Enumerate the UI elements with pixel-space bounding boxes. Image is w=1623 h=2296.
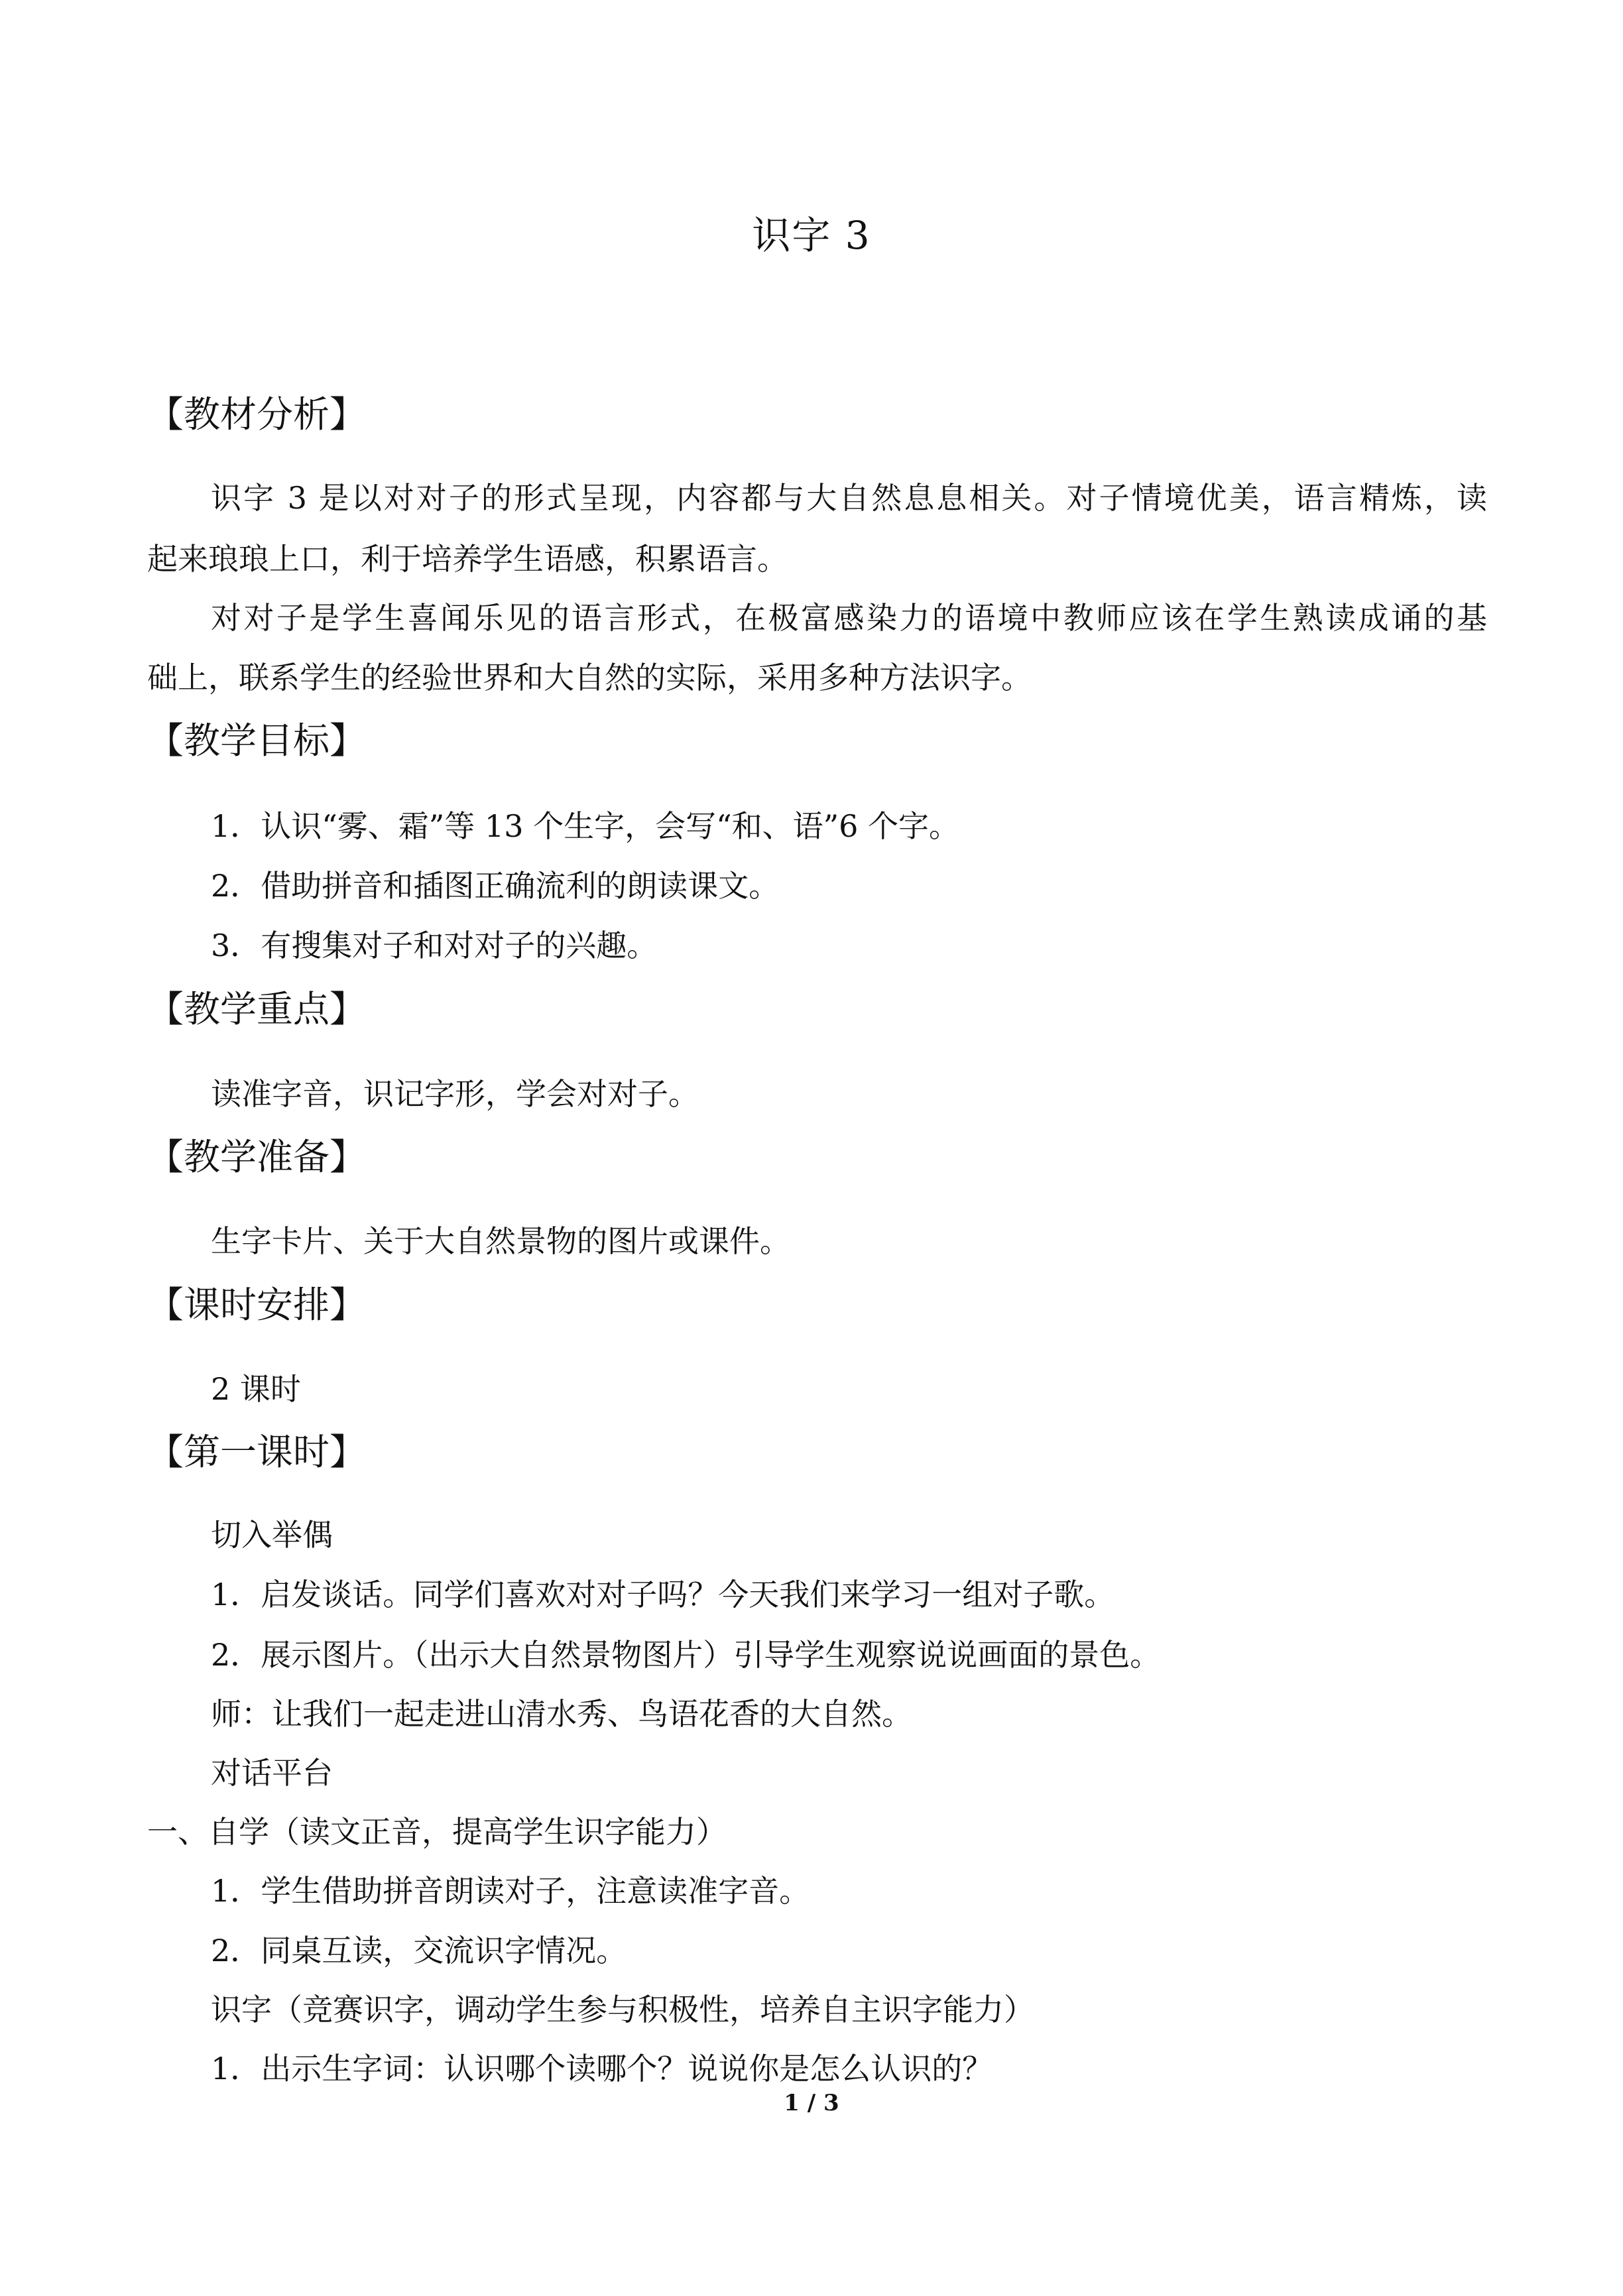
analysis-paragraph-line: 起来琅琅上口，利于培养学生语感，积累语言。 — [147, 541, 788, 577]
section-heading-preparation: 【教学准备】 — [147, 1136, 367, 1178]
page-number: 1 / 3 — [784, 2090, 839, 2116]
preparation-text: 生字卡片、关于大自然景物的图片或课件。 — [211, 1223, 790, 1259]
analysis-paragraph-line: 础上，联系学生的经验世界和大自然的实际，采用多种方法识字。 — [147, 660, 1032, 695]
goal-item: 1．认识“雾、霜”等 13 个生字，会写“和、语”6 个字。 — [211, 808, 959, 844]
dialog-label: 对话平台 — [211, 1755, 333, 1791]
self-study-heading: 一、自学（读文正音，提高学生识字能力） — [147, 1814, 727, 1850]
key-points-text: 读准字音，识记字形，学会对对子。 — [211, 1076, 699, 1112]
goal-item: 3．有搜集对子和对对子的兴趣。 — [211, 928, 658, 963]
document-title: 识字 3 — [752, 213, 871, 258]
intro-item: 1．启发谈话。同学们喜欢对对子吗？今天我们来学习一组对子歌。 — [211, 1577, 1115, 1612]
recognize-heading: 识字（竞赛识字，调动学生参与积极性，培养自主识字能力） — [211, 1992, 1034, 2027]
intro-label: 切入举偶 — [211, 1517, 333, 1553]
intro-item: 师：让我们一起走进山清水秀、鸟语花香的大自然。 — [211, 1696, 912, 1732]
analysis-paragraph-line: 对对子是学生喜闻乐见的语言形式，在极富感染力的语境中教师应该在学生熟读成诵的基 — [211, 600, 1487, 636]
recognize-item: 1．出示生字词：认识哪个读哪个？说说你是怎么认识的？ — [211, 2051, 993, 2086]
goal-item: 2．借助拼音和插图正确流利的朗读课文。 — [211, 868, 780, 904]
self-study-item: 2．同桌互读，交流识字情况。 — [211, 1933, 627, 1968]
schedule-text: 2 课时 — [211, 1371, 301, 1407]
analysis-paragraph-line: 识字 3 是以对对子的形式呈现，内容都与大自然息息相关。对子情境优美，语言精炼，读 — [211, 480, 1487, 516]
intro-item: 2．展示图片。（出示大自然景物图片）引导学生观察说说画面的景色。 — [211, 1637, 1161, 1673]
section-heading-schedule: 【课时安排】 — [147, 1284, 367, 1326]
section-heading-analysis: 【教材分析】 — [147, 393, 367, 436]
section-heading-first-lesson: 【第一课时】 — [147, 1431, 367, 1473]
section-heading-goals: 【教学目标】 — [147, 719, 367, 762]
section-heading-key-points: 【教学重点】 — [147, 988, 367, 1030]
self-study-item: 1．学生借助拼音朗读对子，注意读准字音。 — [211, 1873, 810, 1909]
